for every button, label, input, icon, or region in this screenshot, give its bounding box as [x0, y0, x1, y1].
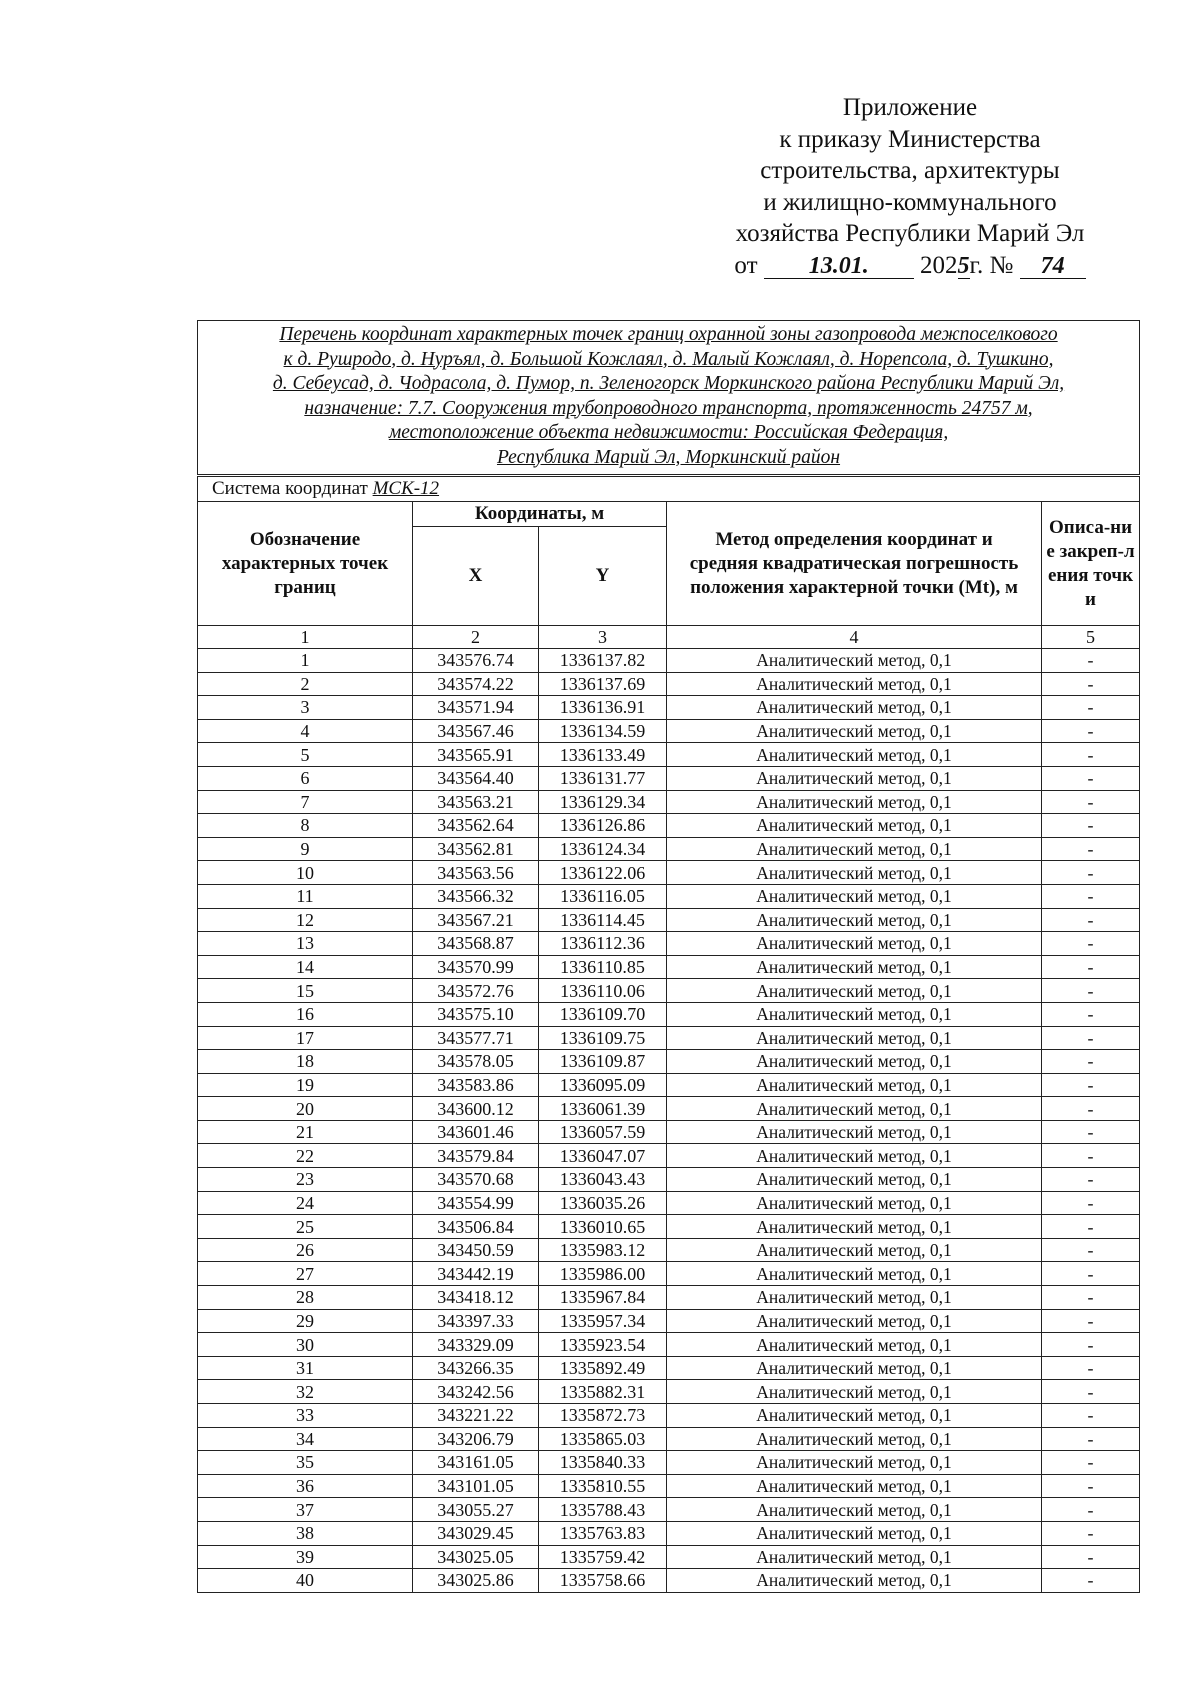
- handwritten-date: 13.01.: [764, 254, 914, 279]
- document-header: [660, 92, 1160, 281]
- x-coordinate: 343055.27: [413, 1498, 539, 1522]
- column-index-row: [198, 626, 1140, 649]
- handwritten-order-number: 74: [1020, 254, 1086, 279]
- method-cell: Аналитический метод, 0,1: [667, 814, 1042, 838]
- point-number: 8: [198, 814, 413, 838]
- column-index: 3: [539, 626, 667, 649]
- description-cell: -: [1042, 837, 1140, 861]
- description-cell: -: [1042, 908, 1140, 932]
- method-cell: Аналитический метод, 0,1: [667, 1521, 1042, 1545]
- coordinates-table: [197, 320, 1140, 1593]
- y-coordinate: 1335763.83: [539, 1521, 667, 1545]
- y-coordinate: 1335923.54: [539, 1333, 667, 1357]
- point-number: 19: [198, 1073, 413, 1097]
- point-number: 30: [198, 1333, 413, 1357]
- table-row: [198, 837, 1140, 861]
- caption-line: Перечень координат характерных точек границ охранной зоны газопровода межпоселкового: [279, 324, 1058, 345]
- y-coordinate: 1336131.77: [539, 766, 667, 790]
- description-cell: -: [1042, 1120, 1140, 1144]
- point-number: 39: [198, 1545, 413, 1569]
- caption-line: к д. Рушродо, д. Нуръял, д. Большой Кожлаял, д. Малый Кожлаял, д. Норепсола, д. Тушкино,: [283, 348, 1054, 370]
- x-coordinate: 343567.46: [413, 719, 539, 743]
- description-cell: -: [1042, 1144, 1140, 1168]
- y-coordinate: 1336112.36: [539, 932, 667, 956]
- y-coordinate: 1335840.33: [539, 1451, 667, 1475]
- y-coordinate: 1335986.00: [539, 1262, 667, 1286]
- table-row: [198, 743, 1140, 767]
- x-coordinate: 343601.46: [413, 1120, 539, 1144]
- description-cell: -: [1042, 979, 1140, 1003]
- y-coordinate: 1335758.66: [539, 1569, 667, 1593]
- point-number: 24: [198, 1191, 413, 1215]
- table-row: [198, 1404, 1140, 1428]
- x-coordinate: 343242.56: [413, 1380, 539, 1404]
- table-row: [198, 766, 1140, 790]
- coordinate-system: [198, 476, 1140, 502]
- table-row: [198, 1097, 1140, 1121]
- x-coordinate: 343562.64: [413, 814, 539, 838]
- description-cell: -: [1042, 1238, 1140, 1262]
- x-coordinate: 343554.99: [413, 1191, 539, 1215]
- description-cell: -: [1042, 1026, 1140, 1050]
- y-coordinate: 1336057.59: [539, 1120, 667, 1144]
- y-coordinate: 1336122.06: [539, 861, 667, 885]
- table-row: [198, 1002, 1140, 1026]
- point-number: 14: [198, 955, 413, 979]
- header-line: хозяйства Республики Марий Эл: [735, 220, 1085, 247]
- year-suffix: г. №: [969, 251, 1014, 279]
- column-index: 5: [1042, 626, 1140, 649]
- point-number: 11: [198, 884, 413, 908]
- y-coordinate: 1335983.12: [539, 1238, 667, 1262]
- header-line: к приказу Министерства: [779, 125, 1041, 153]
- header-line: и жилищно-коммунального: [763, 188, 1057, 216]
- method-cell: Аналитический метод, 0,1: [667, 766, 1042, 790]
- point-number: 26: [198, 1238, 413, 1262]
- method-cell: Аналитический метод, 0,1: [667, 1286, 1042, 1310]
- method-cell: Аналитический метод, 0,1: [667, 1309, 1042, 1333]
- method-cell: Аналитический метод, 0,1: [667, 1097, 1042, 1121]
- point-number: 15: [198, 979, 413, 1003]
- description-cell: -: [1042, 1451, 1140, 1475]
- method-cell: Аналитический метод, 0,1: [667, 1120, 1042, 1144]
- coordinate-system-value: МСК-12: [372, 478, 440, 499]
- method-cell: Аналитический метод, 0,1: [667, 1215, 1042, 1239]
- y-coordinate: 1336035.26: [539, 1191, 667, 1215]
- point-number: 35: [198, 1451, 413, 1475]
- point-number: 6: [198, 766, 413, 790]
- x-coordinate: 343583.86: [413, 1073, 539, 1097]
- method-cell: Аналитический метод, 0,1: [667, 1380, 1042, 1404]
- table-row: [198, 1380, 1140, 1404]
- y-coordinate: 1336137.82: [539, 649, 667, 673]
- caption-line: Республика Марий Эл, Моркинский район: [496, 446, 841, 468]
- x-coordinate: 343418.12: [413, 1286, 539, 1310]
- point-number: 7: [198, 790, 413, 814]
- table-row: [198, 649, 1140, 673]
- x-coordinate: 343578.05: [413, 1050, 539, 1074]
- description-cell: -: [1042, 672, 1140, 696]
- description-cell: -: [1042, 790, 1140, 814]
- point-number: 13: [198, 932, 413, 956]
- method-cell: Аналитический метод, 0,1: [667, 908, 1042, 932]
- table-row: [198, 1356, 1140, 1380]
- description-cell: -: [1042, 814, 1140, 838]
- y-coordinate: 1336129.34: [539, 790, 667, 814]
- y-coordinate: 1335892.49: [539, 1356, 667, 1380]
- x-coordinate: 343600.12: [413, 1097, 539, 1121]
- description-cell: -: [1042, 743, 1140, 767]
- table-caption: [198, 321, 1140, 476]
- x-coordinate: 343570.99: [413, 955, 539, 979]
- x-coordinate: 343442.19: [413, 1262, 539, 1286]
- table-row: [198, 1427, 1140, 1451]
- y-coordinate: 1336134.59: [539, 719, 667, 743]
- x-coordinate: 343577.71: [413, 1026, 539, 1050]
- description-cell: -: [1042, 1380, 1140, 1404]
- description-cell: -: [1042, 1050, 1140, 1074]
- y-coordinate: 1335967.84: [539, 1286, 667, 1310]
- table-row: [198, 1569, 1140, 1593]
- y-coordinate: 1336109.87: [539, 1050, 667, 1074]
- y-coordinate: 1335810.55: [539, 1474, 667, 1498]
- method-cell: Аналитический метод, 0,1: [667, 1356, 1042, 1380]
- description-cell: -: [1042, 1333, 1140, 1357]
- x-coordinate: 343397.33: [413, 1309, 539, 1333]
- description-cell: -: [1042, 1569, 1140, 1593]
- y-coordinate: 1336110.85: [539, 955, 667, 979]
- table-row: [198, 1026, 1140, 1050]
- method-cell: Аналитический метод, 0,1: [667, 649, 1042, 673]
- method-cell: Аналитический метод, 0,1: [667, 1427, 1042, 1451]
- col-header-coords: Координаты, м: [413, 502, 667, 527]
- method-cell: Аналитический метод, 0,1: [667, 1404, 1042, 1428]
- table-row: [198, 1215, 1140, 1239]
- y-coordinate: 1335865.03: [539, 1427, 667, 1451]
- caption-line: д. Себеусад, д. Чодрасола, д. Пумор, п. Зеленогорск Моркинского района Республики Марий Эл,: [272, 373, 1065, 394]
- y-coordinate: 1336114.45: [539, 908, 667, 932]
- method-cell: Аналитический метод, 0,1: [667, 1498, 1042, 1522]
- table-row: [198, 979, 1140, 1003]
- description-cell: -: [1042, 861, 1140, 885]
- method-cell: Аналитический метод, 0,1: [667, 837, 1042, 861]
- method-cell: Аналитический метод, 0,1: [667, 1050, 1042, 1074]
- y-coordinate: 1336095.09: [539, 1073, 667, 1097]
- col-header-method: Метод определения координат и средняя квадратическая погрешность положения характерной точки (Mt), м: [667, 502, 1042, 626]
- y-coordinate: 1336047.07: [539, 1144, 667, 1168]
- point-number: 10: [198, 861, 413, 885]
- x-coordinate: 343574.22: [413, 672, 539, 696]
- point-number: 25: [198, 1215, 413, 1239]
- description-cell: -: [1042, 1521, 1140, 1545]
- point-number: 32: [198, 1380, 413, 1404]
- table-row: [198, 814, 1140, 838]
- y-coordinate: 1335759.42: [539, 1545, 667, 1569]
- point-number: 37: [198, 1498, 413, 1522]
- description-cell: -: [1042, 1474, 1140, 1498]
- method-cell: Аналитический метод, 0,1: [667, 955, 1042, 979]
- description-cell: -: [1042, 1427, 1140, 1451]
- header-line: Приложение: [842, 94, 978, 121]
- method-cell: Аналитический метод, 0,1: [667, 1262, 1042, 1286]
- description-cell: -: [1042, 1286, 1140, 1310]
- x-coordinate: 343029.45: [413, 1521, 539, 1545]
- description-cell: -: [1042, 1404, 1140, 1428]
- method-cell: Аналитический метод, 0,1: [667, 932, 1042, 956]
- point-number: 12: [198, 908, 413, 932]
- point-number: 5: [198, 743, 413, 767]
- y-coordinate: 1336136.91: [539, 696, 667, 720]
- x-coordinate: 343571.94: [413, 696, 539, 720]
- x-coordinate: 343206.79: [413, 1427, 539, 1451]
- method-cell: Аналитический метод, 0,1: [667, 743, 1042, 767]
- y-coordinate: 1336043.43: [539, 1168, 667, 1192]
- description-cell: -: [1042, 1356, 1140, 1380]
- x-coordinate: 343572.76: [413, 979, 539, 1003]
- point-number: 27: [198, 1262, 413, 1286]
- x-coordinate: 343025.86: [413, 1569, 539, 1593]
- x-coordinate: 343329.09: [413, 1333, 539, 1357]
- y-coordinate: 1336126.86: [539, 814, 667, 838]
- table-row: [198, 1050, 1140, 1074]
- point-number: 1: [198, 649, 413, 673]
- table-row: [198, 1168, 1140, 1192]
- x-coordinate: 343563.56: [413, 861, 539, 885]
- x-coordinate: 343565.91: [413, 743, 539, 767]
- x-coordinate: 343564.40: [413, 766, 539, 790]
- y-coordinate: 1336124.34: [539, 837, 667, 861]
- table-row: [198, 1451, 1140, 1475]
- x-coordinate: 343562.81: [413, 837, 539, 861]
- x-coordinate: 343266.35: [413, 1356, 539, 1380]
- order-date-line: [660, 250, 1160, 282]
- x-coordinate: 343506.84: [413, 1215, 539, 1239]
- point-number: 17: [198, 1026, 413, 1050]
- y-coordinate: 1336133.49: [539, 743, 667, 767]
- caption-line: назначение: 7.7. Сооружения трубопроводного транспорта, протяженность 24757 м,: [304, 397, 1033, 419]
- x-coordinate: 343450.59: [413, 1238, 539, 1262]
- point-number: 40: [198, 1569, 413, 1593]
- table-row: [198, 1309, 1140, 1333]
- description-cell: -: [1042, 696, 1140, 720]
- table-row: [198, 696, 1140, 720]
- method-cell: Аналитический метод, 0,1: [667, 1545, 1042, 1569]
- x-coordinate: 343566.32: [413, 884, 539, 908]
- x-coordinate: 343575.10: [413, 1002, 539, 1026]
- col-header-y: Y: [539, 527, 667, 626]
- point-number: 16: [198, 1002, 413, 1026]
- table-row: [198, 1191, 1140, 1215]
- method-cell: Аналитический метод, 0,1: [667, 1073, 1042, 1097]
- point-number: 21: [198, 1120, 413, 1144]
- description-cell: -: [1042, 932, 1140, 956]
- column-index: 4: [667, 626, 1042, 649]
- y-coordinate: 1336061.39: [539, 1097, 667, 1121]
- point-number: 22: [198, 1144, 413, 1168]
- table-row: [198, 1498, 1140, 1522]
- method-cell: Аналитический метод, 0,1: [667, 979, 1042, 1003]
- x-coordinate: 343576.74: [413, 649, 539, 673]
- year-prefix: 202: [920, 251, 958, 279]
- x-coordinate: 343570.68: [413, 1168, 539, 1192]
- method-cell: Аналитический метод, 0,1: [667, 861, 1042, 885]
- table-row: [198, 955, 1140, 979]
- y-coordinate: 1335788.43: [539, 1498, 667, 1522]
- y-coordinate: 1335872.73: [539, 1404, 667, 1428]
- table-row: [198, 1286, 1140, 1310]
- method-cell: Аналитический метод, 0,1: [667, 672, 1042, 696]
- y-coordinate: 1336010.65: [539, 1215, 667, 1239]
- description-cell: -: [1042, 1168, 1140, 1192]
- method-cell: Аналитический метод, 0,1: [667, 1191, 1042, 1215]
- description-cell: -: [1042, 955, 1140, 979]
- table-row: [198, 790, 1140, 814]
- point-number: 33: [198, 1404, 413, 1428]
- method-cell: Аналитический метод, 0,1: [667, 1451, 1042, 1475]
- y-coordinate: 1335882.31: [539, 1380, 667, 1404]
- table-row: [198, 719, 1140, 743]
- description-cell: -: [1042, 1002, 1140, 1026]
- table-row: [198, 1262, 1140, 1286]
- method-cell: Аналитический метод, 0,1: [667, 719, 1042, 743]
- table-row: [198, 1144, 1140, 1168]
- table-row: [198, 1474, 1140, 1498]
- x-coordinate: 343563.21: [413, 790, 539, 814]
- point-number: 29: [198, 1309, 413, 1333]
- method-cell: Аналитический метод, 0,1: [667, 1474, 1042, 1498]
- description-cell: -: [1042, 766, 1140, 790]
- table-body: [198, 649, 1140, 1593]
- table-row: [198, 908, 1140, 932]
- method-cell: Аналитический метод, 0,1: [667, 884, 1042, 908]
- y-coordinate: 1336110.06: [539, 979, 667, 1003]
- y-coordinate: 1336137.69: [539, 672, 667, 696]
- x-coordinate: 343025.05: [413, 1545, 539, 1569]
- point-number: 38: [198, 1521, 413, 1545]
- point-number: 2: [198, 672, 413, 696]
- header-line: строительства, архитектуры: [760, 157, 1060, 184]
- table-row: [198, 932, 1140, 956]
- method-cell: Аналитический метод, 0,1: [667, 1002, 1042, 1026]
- table-row: [198, 672, 1140, 696]
- x-coordinate: 343101.05: [413, 1474, 539, 1498]
- point-number: 9: [198, 837, 413, 861]
- column-index: 2: [413, 626, 539, 649]
- description-cell: -: [1042, 1215, 1140, 1239]
- col-header-designation: Обозначение характерных точек границ: [198, 502, 413, 626]
- date-prefix: от: [734, 251, 758, 279]
- point-number: 20: [198, 1097, 413, 1121]
- x-coordinate: 343579.84: [413, 1144, 539, 1168]
- description-cell: -: [1042, 1073, 1140, 1097]
- method-cell: Аналитический метод, 0,1: [667, 1026, 1042, 1050]
- description-cell: -: [1042, 719, 1140, 743]
- x-coordinate: 343567.21: [413, 908, 539, 932]
- point-number: 18: [198, 1050, 413, 1074]
- table-row: [198, 1073, 1140, 1097]
- caption-line: местоположение объекта недвижимости: Российская Федерация,: [388, 422, 949, 443]
- col-header-description: Описа-ние закреп-ления точки: [1042, 502, 1140, 626]
- point-number: 4: [198, 719, 413, 743]
- x-coordinate: 343568.87: [413, 932, 539, 956]
- col-header-x: X: [413, 527, 539, 626]
- x-coordinate: 343221.22: [413, 1404, 539, 1428]
- description-cell: -: [1042, 1545, 1140, 1569]
- point-number: 23: [198, 1168, 413, 1192]
- table-row: [198, 884, 1140, 908]
- y-coordinate: 1336109.75: [539, 1026, 667, 1050]
- description-cell: -: [1042, 1309, 1140, 1333]
- table-row: [198, 1238, 1140, 1262]
- description-cell: -: [1042, 1498, 1140, 1522]
- table-row: [198, 1545, 1140, 1569]
- method-cell: Аналитический метод, 0,1: [667, 1238, 1042, 1262]
- point-number: 36: [198, 1474, 413, 1498]
- description-cell: -: [1042, 1262, 1140, 1286]
- method-cell: Аналитический метод, 0,1: [667, 1168, 1042, 1192]
- table-row: [198, 1521, 1140, 1545]
- description-cell: -: [1042, 884, 1140, 908]
- column-index: 1: [198, 626, 413, 649]
- description-cell: -: [1042, 1191, 1140, 1215]
- method-cell: Аналитический метод, 0,1: [667, 1569, 1042, 1593]
- point-number: 3: [198, 696, 413, 720]
- x-coordinate: 343161.05: [413, 1451, 539, 1475]
- point-number: 28: [198, 1286, 413, 1310]
- y-coordinate: 1336109.70: [539, 1002, 667, 1026]
- method-cell: Аналитический метод, 0,1: [667, 1333, 1042, 1357]
- method-cell: Аналитический метод, 0,1: [667, 696, 1042, 720]
- coordinate-system-label: Система координат: [212, 478, 368, 499]
- table-row: [198, 1333, 1140, 1357]
- table-row: [198, 1120, 1140, 1144]
- description-cell: -: [1042, 1097, 1140, 1121]
- point-number: 34: [198, 1427, 413, 1451]
- handwritten-year: 5: [957, 252, 970, 279]
- description-cell: -: [1042, 649, 1140, 673]
- method-cell: Аналитический метод, 0,1: [667, 790, 1042, 814]
- y-coordinate: 1336116.05: [539, 884, 667, 908]
- point-number: 31: [198, 1356, 413, 1380]
- method-cell: Аналитический метод, 0,1: [667, 1144, 1042, 1168]
- y-coordinate: 1335957.34: [539, 1309, 667, 1333]
- table-row: [198, 861, 1140, 885]
